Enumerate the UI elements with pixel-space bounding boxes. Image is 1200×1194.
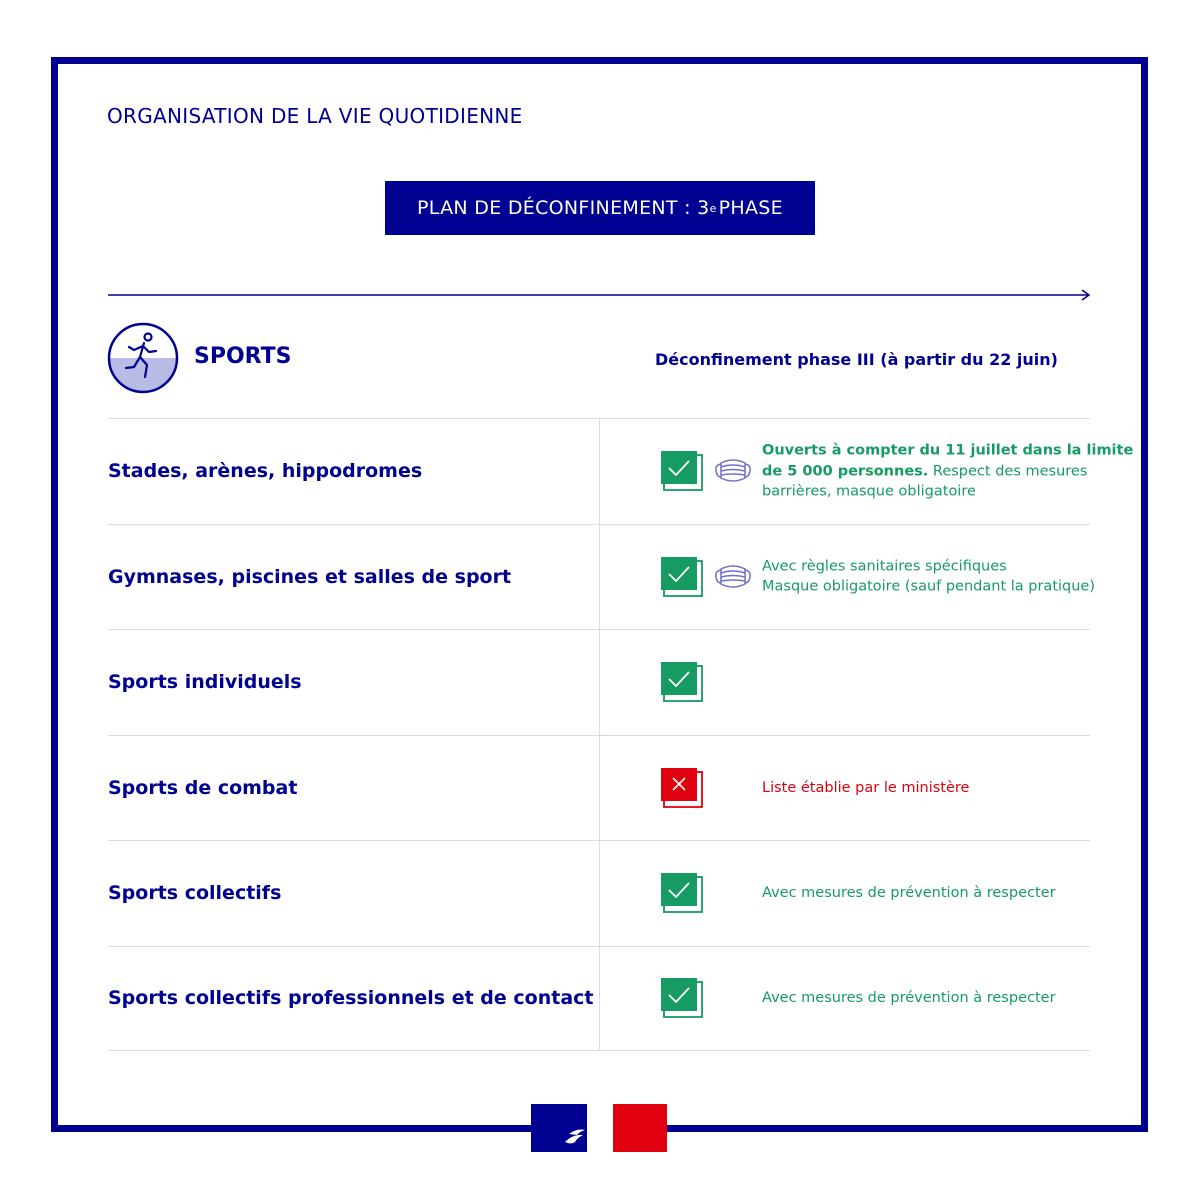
marianne-flag-logo [531, 1104, 667, 1152]
note-bold-line: Ouverts à compter du 11 juillet dans la limite [762, 442, 1134, 459]
note-bold-line: de 5 000 personnes. [762, 463, 929, 479]
row-label: Gymnases, piscines et salles de sport [108, 565, 512, 588]
face-mask-icon [714, 454, 752, 488]
section-title: SPORTS [194, 344, 292, 369]
row-label: Sports collectifs professionnels et de contact [108, 987, 594, 1010]
note-line: Respect des mesures [928, 463, 1088, 479]
table-row [108, 840, 1090, 946]
check-icon [660, 977, 704, 1019]
table-row [108, 735, 1090, 841]
sport-runner-icon [107, 322, 179, 394]
title-text-before: PLAN DE DÉCONFINEMENT : 3 [417, 197, 710, 219]
row-label: Sports de combat [108, 776, 298, 799]
kicker-text: ORGANISATION DE LA VIE QUOTIDIENNE [107, 104, 523, 128]
table-row [108, 524, 1096, 630]
note-line: Avec mesures de prévention à respecter [762, 990, 1056, 1006]
face-mask-icon [714, 560, 752, 594]
check-icon [660, 556, 704, 598]
note-line: barrières, masque obligatoire [762, 483, 976, 500]
row-label: Stades, arènes, hippodromes [108, 460, 423, 483]
note-line: Avec règles sanitaires spécifiques [762, 558, 1007, 575]
row-note [762, 441, 1133, 503]
sports-table [108, 418, 1134, 1051]
row-label: Sports collectifs [108, 882, 282, 905]
table-row [108, 946, 1090, 1052]
check-icon [660, 661, 704, 703]
row-note [762, 778, 969, 799]
cross-icon [660, 767, 704, 809]
row-note [762, 988, 1056, 1009]
title-text-after: PHASE [718, 197, 783, 219]
note-line: Masque obligatoire (sauf pendant la pratique) [762, 578, 1096, 595]
timeline-arrow-icon [108, 287, 1092, 303]
row-note [762, 883, 1056, 904]
note-line: Avec mesures de prévention à respecter [762, 885, 1056, 901]
row-label: Sports individuels [108, 671, 302, 694]
table-row [108, 629, 1090, 735]
title-banner [385, 181, 815, 235]
check-icon [660, 872, 704, 914]
note-line: Liste établie par le ministère [762, 779, 970, 796]
column-header: Déconfinement phase III (à partir du 22 juin) [655, 350, 1058, 369]
title-superscript: e [709, 201, 717, 215]
row-note [762, 556, 1095, 597]
table-row [108, 418, 1134, 524]
check-icon [660, 450, 704, 492]
